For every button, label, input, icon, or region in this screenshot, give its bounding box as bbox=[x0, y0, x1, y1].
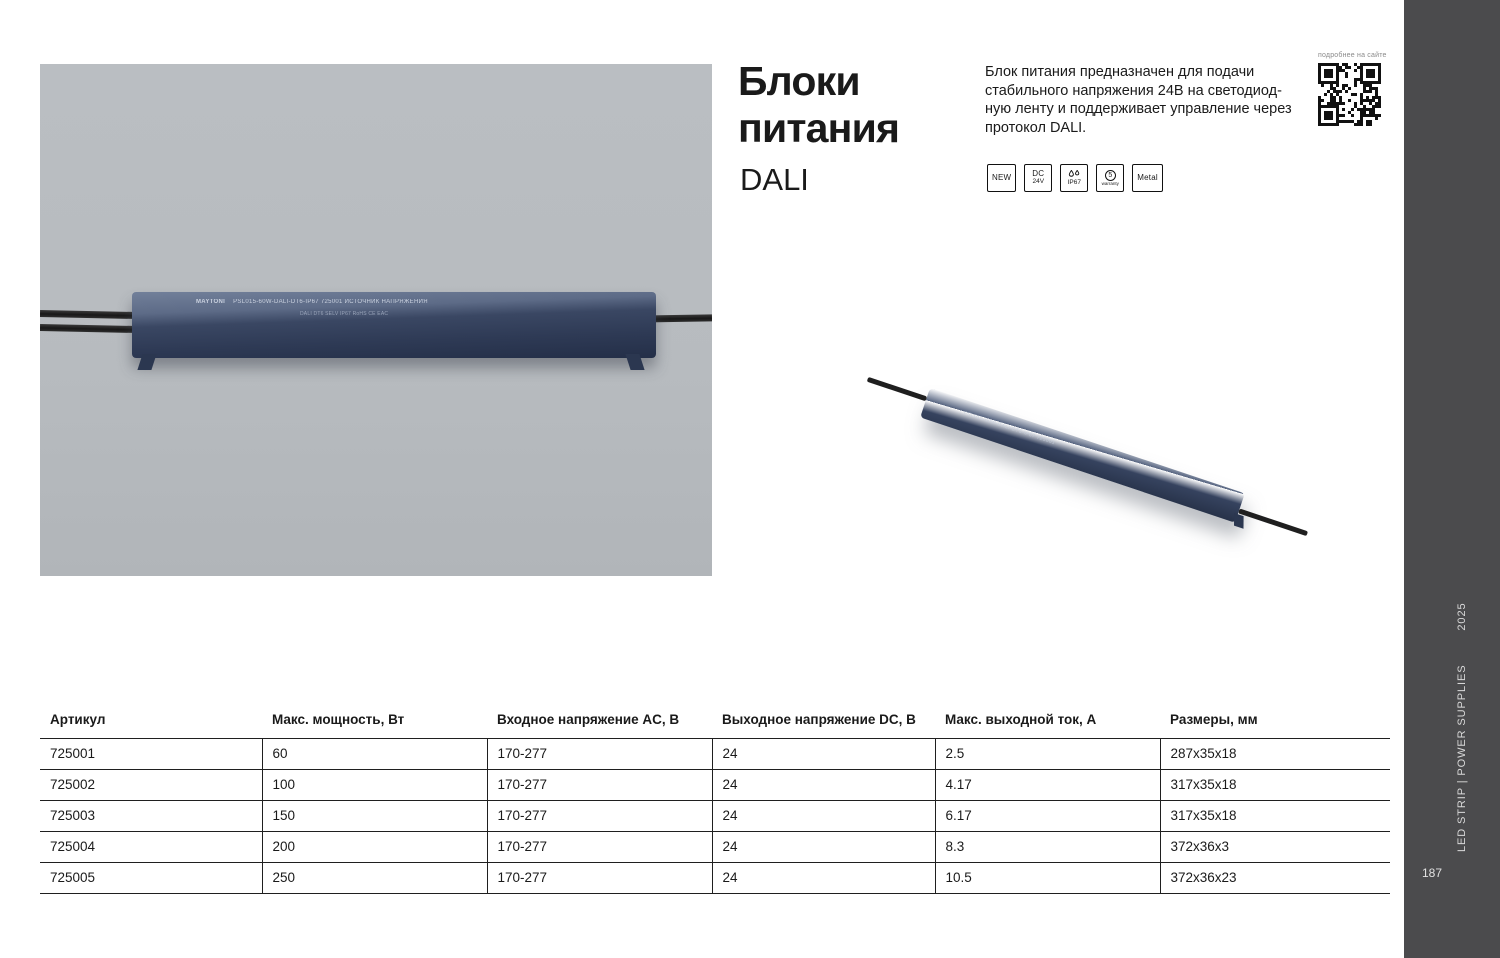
sidebar-year: 2025 bbox=[1456, 602, 1468, 631]
product-photo-front bbox=[40, 64, 712, 576]
badge-dc-line2: 24V bbox=[1032, 178, 1045, 186]
badge-warranty bbox=[1096, 164, 1124, 192]
table-cell: 24 bbox=[712, 832, 935, 863]
table-cell: 24 bbox=[712, 770, 935, 801]
description-line: стабильного напряжения 24В на светодиод- bbox=[985, 82, 1282, 99]
badge-ip-label: IP67 bbox=[1067, 178, 1081, 186]
table-cell: 170-277 bbox=[487, 770, 712, 801]
table-cell: 100 bbox=[262, 770, 487, 801]
page-number: 187 bbox=[1422, 866, 1443, 880]
table-cell: 170-277 bbox=[487, 801, 712, 832]
power-supply-body-angled bbox=[920, 388, 1245, 523]
badge-metal bbox=[1132, 164, 1163, 192]
table-cell: 60 bbox=[262, 739, 487, 770]
input-wire bbox=[40, 324, 138, 333]
table-header-row bbox=[40, 703, 1390, 739]
sidebar-section-label bbox=[1456, 603, 1468, 852]
table-header-cell: Макс. выходной ток, А bbox=[945, 712, 1097, 727]
table-header-cell: Входное напряжение AC, В bbox=[497, 712, 680, 727]
table-cell: 725003 bbox=[50, 808, 96, 823]
badge-new-label: NEW bbox=[992, 173, 1012, 182]
table-cell: 4.17 bbox=[935, 770, 1160, 801]
badge-dc24v bbox=[1024, 164, 1052, 192]
table-cell: 170-277 bbox=[487, 739, 712, 770]
badge-new bbox=[987, 164, 1016, 192]
table-cell: 372x36x23 bbox=[1160, 863, 1390, 894]
device-label bbox=[196, 299, 428, 305]
model-label: PSL015-60W-DALI-DT6-IP67 725001 bbox=[233, 299, 343, 305]
input-wire bbox=[40, 310, 138, 319]
badge-metal-label: Metal bbox=[1137, 173, 1158, 182]
qr-code bbox=[1318, 63, 1381, 126]
input-wire bbox=[867, 377, 927, 401]
table-cell: 725005 bbox=[50, 870, 96, 885]
table-header-cell: Размеры, мм bbox=[1170, 712, 1258, 727]
table-row bbox=[40, 801, 1390, 832]
mounting-tab bbox=[1234, 513, 1244, 529]
table-cell: 317x35x18 bbox=[1160, 770, 1390, 801]
table-cell: 10.5 bbox=[935, 863, 1160, 894]
sidebar-section-text: LED STRIP | POWER SUPPLIES bbox=[1456, 664, 1468, 852]
page-subtitle: DALI bbox=[740, 162, 809, 197]
certification-marks: DALI DT6 SELV IP67 RoHS CE EAC bbox=[300, 311, 389, 317]
table-cell: 725004 bbox=[50, 839, 96, 854]
table-row bbox=[40, 739, 1390, 770]
description-line: ную ленту и поддерживает управление через bbox=[985, 101, 1292, 117]
table-cell: 250 bbox=[262, 863, 487, 894]
page-title-line1: Блоки bbox=[738, 58, 860, 104]
table-row bbox=[40, 863, 1390, 894]
warranty-circle-icon: 5 bbox=[1105, 170, 1116, 181]
table-cell: 2.5 bbox=[935, 739, 1160, 770]
table-cell: 317x35x18 bbox=[1160, 801, 1390, 832]
qr-caption: подробнее на сайте bbox=[1318, 52, 1387, 59]
qr-block bbox=[1318, 52, 1388, 126]
page-title-line2: питания bbox=[738, 105, 900, 151]
table-header-cell: Артикул bbox=[50, 712, 106, 727]
table-cell: 150 bbox=[262, 801, 487, 832]
table-cell: 372x36x3 bbox=[1160, 832, 1390, 863]
mounting-tab bbox=[137, 354, 156, 370]
table-cell: 8.3 bbox=[935, 832, 1160, 863]
table-cell: 170-277 bbox=[487, 863, 712, 894]
table-header-cell: Макс. мощность, Вт bbox=[272, 712, 405, 727]
table-cell: 287x35x18 bbox=[1160, 739, 1390, 770]
table-header-cell: Выходное напряжение DC, В bbox=[722, 712, 916, 727]
table-cell: 725002 bbox=[50, 777, 96, 792]
table-cell: 200 bbox=[262, 832, 487, 863]
product-photo-angled bbox=[900, 362, 1300, 542]
description-line: Блок питания предназначен для подачи bbox=[985, 64, 1255, 80]
table-cell: 24 bbox=[712, 863, 935, 894]
table-cell: 24 bbox=[712, 739, 935, 770]
badge-warranty-sub: warranty bbox=[1101, 180, 1119, 186]
page-title bbox=[738, 58, 899, 152]
table-cell: 24 bbox=[712, 801, 935, 832]
type-label: ИСТОЧНИК НАПРЯЖЕНИЯ bbox=[344, 299, 428, 305]
spec-table-body bbox=[40, 739, 1390, 894]
water-drops-icon bbox=[1068, 170, 1081, 179]
spec-table bbox=[40, 703, 1390, 894]
table-row bbox=[40, 770, 1390, 801]
table-row bbox=[40, 832, 1390, 863]
table-cell: 725001 bbox=[50, 746, 96, 761]
mounting-tab bbox=[625, 354, 644, 370]
spec-table-head bbox=[40, 703, 1390, 739]
table-cell: 6.17 bbox=[935, 801, 1160, 832]
description-line: протокол DALI. bbox=[985, 119, 1087, 136]
device-label-angled: PSL015-60W-DALI-DT6-IP67 725001 bbox=[962, 410, 1056, 447]
badge-dc-line1: DC bbox=[1032, 169, 1045, 179]
power-supply-body bbox=[132, 292, 656, 358]
product-description bbox=[985, 63, 1305, 137]
output-wire bbox=[1238, 509, 1308, 537]
feature-badges bbox=[987, 164, 1163, 192]
table-cell: 170-277 bbox=[487, 832, 712, 863]
badge-ip67 bbox=[1060, 164, 1088, 192]
catalog-sidebar bbox=[1404, 0, 1500, 958]
brand-label: MAYTONI bbox=[196, 299, 226, 305]
